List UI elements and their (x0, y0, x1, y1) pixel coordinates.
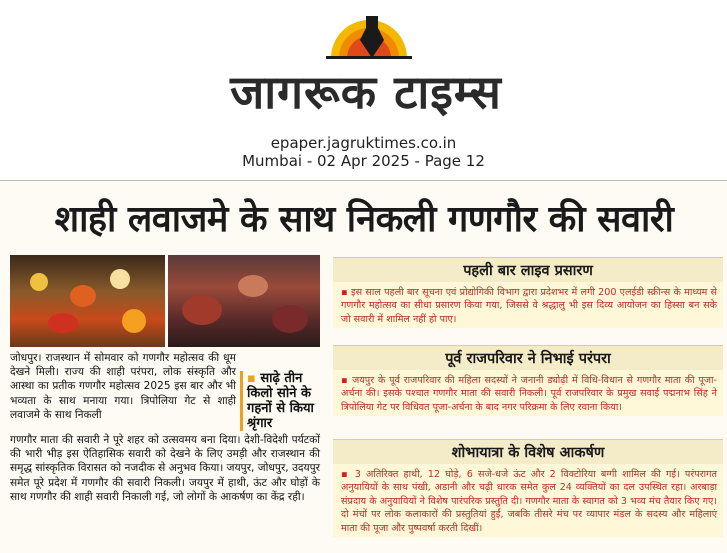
sidebar-box-text: इस साल पहली बार सूचना एवं प्रोद्योगिकी विभाग द्वारा प्रदेशभर में लगी 200 एलईडी स्क्रीन्स के माध्यम से गणगौर महोत्सव का सीधा प्रसारण किया गया, जिससे वे श्रद्धालु भी इस दिव्य आयोजन का हिस्सा बन सके जो सवारी में शामिल नहीं हो पाए। (341, 287, 717, 325)
edition-dateline: Mumbai - 02 Apr 2025 - Page 12 (242, 152, 485, 170)
sidebar-box-title: पहली बार लाइव प्रसारण (333, 258, 723, 282)
newspaper-page (0, 180, 727, 553)
sidebar-box-royal-family (333, 345, 723, 416)
pull-quote-text: साढ़े तीन किलो सोने के गहनों से किया श्रृंगार (247, 371, 314, 431)
sidebar-box-body (333, 282, 723, 328)
pull-quote (240, 371, 329, 431)
masthead (0, 0, 727, 180)
sidebar-box-procession-highlights (333, 439, 723, 537)
sidebar-box-body (333, 370, 723, 416)
bullet-icon: ▪ (341, 469, 355, 480)
sidebar-box-live-broadcast (333, 257, 723, 328)
sidebar-box-title: शोभायात्रा के विशेष आकर्षण (333, 440, 723, 464)
article-body-para1: जोधपुर। राजस्थान में सोमवार को गणगौर महोत्सव की धूम देखने मिली। राज्य की शाही परंपरा, लोक संस्कृति और आस्था का प्रतीक गणगौर महोत्सव 2025 इस बार और भी भव्यता के साथ मनाया गया। त्रिपोलिया गेट से शाही लवाजमे के साथ निकली (10, 352, 236, 421)
article-body-para2: गणगौर माता की सवारी ने पूरे शहर को उत्सवमय बना दिया। देशी-विदेशी पर्यटकों की भारी भीड़ इस ऐतिहासिक सवारी को देखने के लिए उमड़ी और राजस्थान की समृद्ध सांस्कृतिक विरासत को नजदीक से अनुभव किया। जयपुर, जोधपुर, उदयपुर समेत पूरे प्रदेश में गणगौर की सवारी निकली। जयपुर में हाथी, ऊंट और घोड़ों के साथ गणगौर की शाही सवारी निकाली गई, जो लोगों के आकर्षण का केंद्र रही। (10, 434, 320, 503)
article-photo (10, 255, 320, 347)
newspaper-logo[interactable] (176, 10, 556, 119)
bullet-icon: ▪ (341, 375, 353, 386)
sidebar-box-text: जयपुर के पूर्व राजपरिवार की महिला सदस्यों ने जनानी ड्योढ़ी में विधि-विधान से गणगौर माता की पूजा-अर्चना की। इसके पश्चात गणगौर माता की सवारी निकली। पूर्व राजपरिवार के प्रमुख सवाई पद्मनाभ सिंह ने त्रिपोलिया गेट पर विधिवत पूजा-अर्चना के बाद नगर परिक्रमा के लिए रवाना किया। (341, 375, 717, 413)
procession-photo-left (10, 255, 165, 347)
crowd-photo-right (168, 255, 320, 347)
sidebar-box-title: पूर्व राजपरिवार ने निभाई परंपरा (333, 346, 723, 370)
article-headline: शाही लवाजमे के साथ निकली गणगौर की सवारी (54, 199, 674, 240)
sidebar-box-body (333, 464, 723, 537)
bullet-icon: ▪ (247, 371, 261, 386)
bullet-icon: ▪ (341, 287, 351, 298)
epaper-url[interactable]: epaper.jagruktimes.co.in (270, 134, 457, 152)
sidebar-box-text: 3 अतिरिक्त हाथी, 12 घोड़े, 6 सजे-धजे ऊंट और 2 विक्टोरिया बग्गी शामिल की गई। परंपरागत अनुयायियों के साथ पंखी, अडानी और चढ़ी धारक समेत कुल 24 व्यक्तियों का दल उपस्थित रहा। अरबाड़ा संप्रदाय के अनुयायियों ने विशेष पारंपरिक प्रस्तुति दी। गणगौर माता के स्वागत को 3 भव्य मंच तैयार किए गए। दो मंचों पर लोक कलाकारों की प्रस्तुतियां हुईं, जबकि तीसरे मंच पर व्यापार मंडल के सदस्य और महिलाएं माता की पूजा और पुष्पवर्षा करती दिखीं। (341, 469, 717, 534)
logo-wordmark: जागरूक टाइम्स (230, 65, 502, 119)
